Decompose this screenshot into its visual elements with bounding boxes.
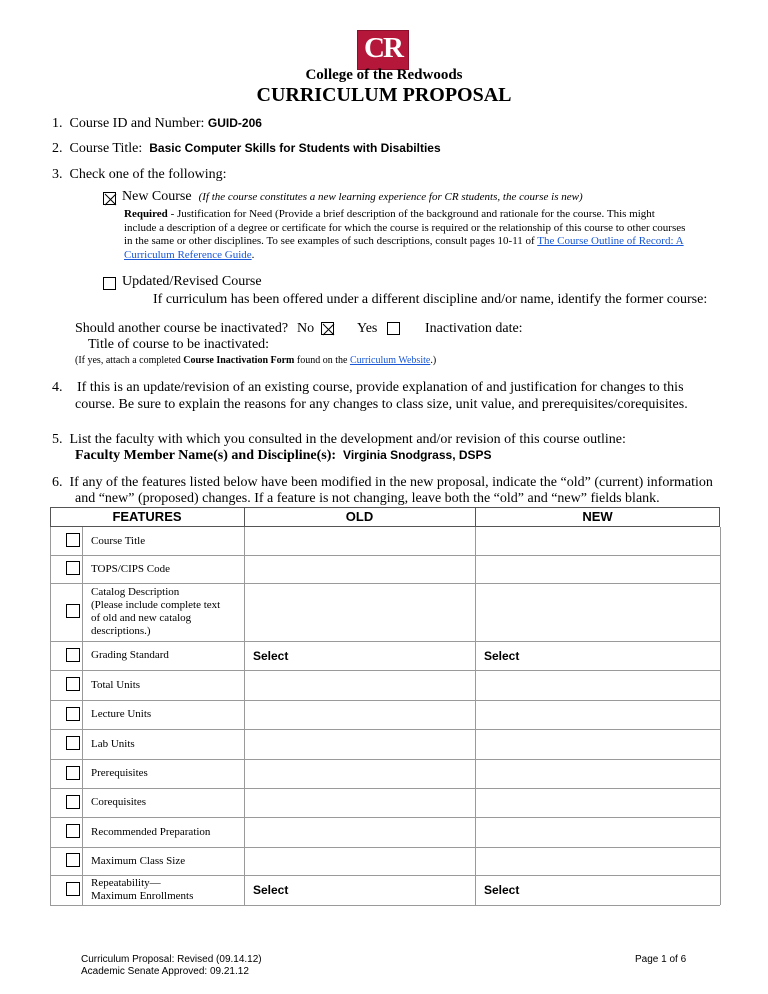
item-5-line1: 5. List the faculty with which you consulted in the development and/or revision of this course outline:: [52, 432, 626, 447]
col-new-header: NEW: [582, 509, 613, 524]
col-old-header: OLD: [345, 509, 374, 524]
course-outline-link[interactable]: The Course Outline of Record: A: [537, 235, 684, 247]
feature-checkbox[interactable]: [66, 604, 80, 618]
form-title: CURRICULUM PROPOSAL: [256, 84, 512, 106]
feature-label: Catalog Description (Please include complete text of old and new catalog descriptions.): [91, 586, 221, 637]
row-divider: [50, 583, 720, 584]
new-course-label: New Course (If the course constitutes a new learning experience for CR students, the course is new): [122, 189, 583, 204]
row-divider: [50, 847, 720, 848]
inactivate-no-checkbox[interactable]: [321, 322, 334, 335]
row-divider: [50, 759, 720, 760]
feature-label: Prerequisites: [91, 767, 148, 779]
table-border-right: [720, 527, 721, 905]
item-4-line2: course. Be sure to explain the reasons for any changes to class size, unit value, and prerequisites/corequisites.: [75, 397, 688, 412]
new-value[interactable]: Select: [484, 883, 520, 897]
col-features-header: FEATURES: [112, 509, 182, 524]
new-value[interactable]: Select: [484, 649, 520, 663]
feature-checkbox[interactable]: [66, 882, 80, 896]
old-value[interactable]: Select: [253, 649, 289, 663]
faculty-value[interactable]: Virginia Snodgrass, DSPS: [343, 448, 492, 462]
inactivate-question: Should another course be inactivated?: [75, 321, 289, 336]
feature-label: Lecture Units: [91, 708, 152, 720]
curriculum-website-link[interactable]: Curriculum Website: [349, 355, 431, 366]
required-justification: Required - Justification for Need (Provide a brief description of the background and rationale for the course. This might include a description of a degree or certificate for which the course is required or the relationship of this course to other courses in the same or other disciplines. To see examples of such descriptions, consult pages 10-11 of The Course Outline of Record: A Curriculum Reference Guide.: [124, 208, 686, 261]
updated-course-note: If curriculum has been offered under a different discipline and/or name, identify the former course:: [153, 292, 708, 307]
item-3-heading: 3. Check one of the following:: [52, 167, 227, 182]
row-divider: [50, 905, 720, 906]
updated-course-label: Updated/Revised Course: [122, 274, 262, 289]
row-divider: [50, 641, 720, 642]
attach-note: (If yes, attach a completed Course Inactivation Form found on the Curriculum Website.): [75, 355, 437, 366]
table-border-left: [50, 527, 51, 905]
row-divider: [50, 817, 720, 818]
feature-label: TOPS/CIPS Code: [91, 563, 170, 575]
faculty-line: Faculty Member Name(s) and Discipline(s): Virginia Snodgrass, DSPS: [75, 448, 492, 463]
feature-label: Course Title: [91, 535, 146, 547]
item-4-line1: If this is an update/revision of an existing course, provide explanation of and justification for changes to this: [77, 380, 684, 395]
new-course-note: (If the course constitutes a new learning experience for CR students, the course is new): [198, 191, 583, 203]
row-divider: [50, 788, 720, 789]
logo-text: CR: [364, 32, 402, 64]
course-title-value[interactable]: Basic Computer Skills for Students with Disabilties: [149, 141, 441, 155]
feature-label: Corequisites: [91, 796, 146, 808]
feature-checkbox[interactable]: [66, 853, 80, 867]
feature-checkbox[interactable]: [66, 648, 80, 662]
course-id-value[interactable]: GUID-206: [207, 116, 262, 130]
college-name: College of the Redwoods: [305, 67, 463, 83]
inactivation-date-label: Inactivation date:: [425, 321, 523, 336]
feature-checkbox[interactable]: [66, 533, 80, 547]
feature-checkbox[interactable]: [66, 677, 80, 691]
new-course-checkbox[interactable]: [103, 192, 116, 205]
inactivate-yes-checkbox[interactable]: [387, 322, 400, 335]
row-divider: [50, 670, 720, 671]
feature-label: Grading Standard: [91, 649, 169, 661]
feature-checkbox[interactable]: [66, 561, 80, 575]
row-divider: [50, 729, 720, 730]
feature-label: Repeatability— Maximum Enrollments: [91, 877, 194, 902]
check-x-icon: [322, 323, 335, 336]
checkbox-col-divider: [82, 527, 83, 905]
feature-checkbox[interactable]: [66, 766, 80, 780]
footer-page: Page 1 of 6: [635, 954, 687, 965]
item-1: 1. Course ID and Number: GUID-206: [52, 116, 262, 131]
item-2: 2. Course Title: Basic Computer Skills for Students with Disabilties: [52, 141, 441, 156]
feature-checkbox[interactable]: [66, 707, 80, 721]
row-divider: [50, 555, 720, 556]
course-outline-link-cont[interactable]: Curriculum Reference Guide: [124, 248, 252, 261]
feature-label: Recommended Preparation: [91, 826, 211, 838]
feature-checkbox[interactable]: [66, 824, 80, 838]
item-4-num: 4.: [52, 380, 63, 395]
yes-label: Yes: [357, 321, 378, 336]
item-6-line2: and “new” (proposed) changes. If a feature is not changing, leave both the “old” and “new” fields blank.: [75, 491, 660, 506]
row-divider: [50, 700, 720, 701]
feature-checkbox[interactable]: [66, 795, 80, 809]
college-logo: [357, 30, 409, 70]
no-label: No: [297, 321, 315, 336]
old-value[interactable]: Select: [253, 883, 289, 897]
check-x-icon: [104, 193, 117, 206]
title-inactivated-label: Title of course to be inactivated:: [88, 337, 270, 352]
footer-approved: Academic Senate Approved: 09.21.12: [81, 966, 249, 977]
new-col-divider: [475, 527, 476, 905]
feature-label: Lab Units: [91, 738, 135, 750]
item-6-line1: 6. If any of the features listed below have been modified in the new proposal, indicate the “old” (current) information: [52, 475, 713, 490]
old-col-divider: [244, 527, 245, 905]
footer-revised: Curriculum Proposal: Revised (09.14.12): [81, 954, 262, 965]
feature-checkbox[interactable]: [66, 736, 80, 750]
updated-course-checkbox[interactable]: [103, 277, 116, 290]
feature-label: Total Units: [91, 679, 141, 691]
feature-label: Maximum Class Size: [91, 855, 186, 867]
row-divider: [50, 875, 720, 876]
